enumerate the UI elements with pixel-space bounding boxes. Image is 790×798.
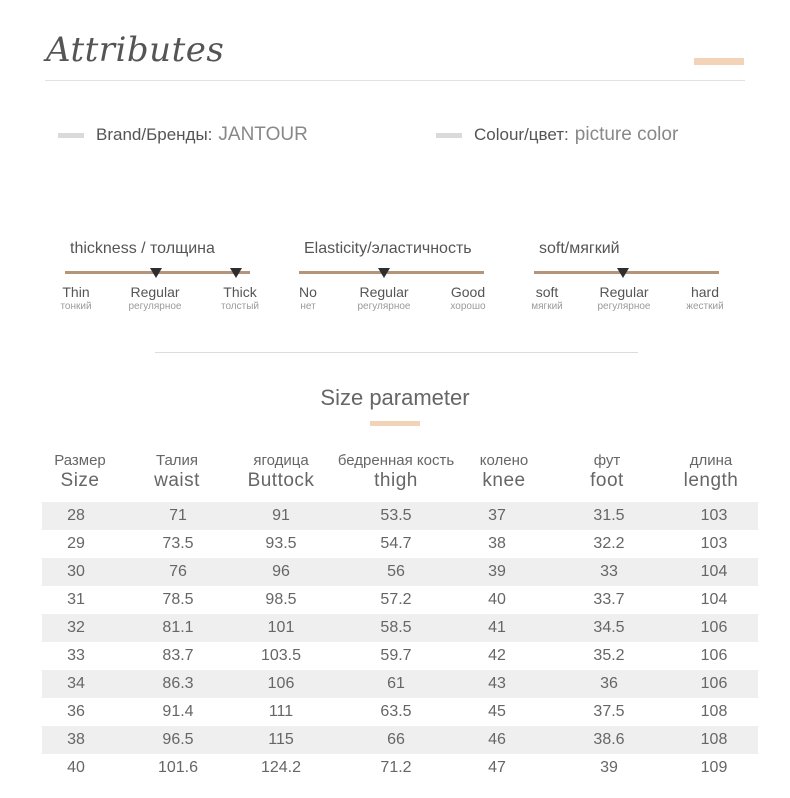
cell-size: 34: [67, 675, 85, 692]
cell-thigh: 66: [387, 731, 405, 748]
size-table-header: [42, 452, 758, 496]
thickness-label-regular: Regular регулярное: [128, 284, 182, 312]
cell-knee: 42: [488, 647, 506, 664]
cell-length: 106: [700, 647, 728, 664]
cell-thigh: 57.2: [380, 591, 412, 608]
cell-size: 29: [67, 535, 85, 552]
cell-length: 108: [700, 731, 728, 748]
header-divider: [45, 80, 745, 81]
column-header-waist: Талия waist: [154, 452, 200, 491]
cell-thigh: 59.7: [380, 647, 412, 664]
elasticity-label-regular: Regular регулярное: [357, 284, 411, 312]
elasticity-label-good: Good хорошо: [450, 284, 486, 312]
table-row: [42, 642, 758, 670]
cell-knee: 37: [488, 507, 506, 524]
cell-knee: 38: [488, 535, 506, 552]
elasticity-label-no: No нет: [299, 284, 317, 312]
cell-thigh: 54.7: [380, 535, 412, 552]
cell-thigh: 53.5: [380, 507, 412, 524]
cell-length: 106: [700, 619, 728, 636]
table-row: [42, 502, 758, 530]
cell-size: 30: [67, 563, 85, 580]
cell-buttock: 111: [268, 703, 294, 720]
cell-waist: 73.5: [162, 535, 194, 552]
cell-buttock: 124.2: [260, 759, 302, 776]
column-header-knee: колено knee: [479, 452, 529, 491]
cell-thigh: 56: [387, 563, 405, 580]
cell-foot: 36: [600, 675, 618, 692]
cell-waist: 78.5: [162, 591, 194, 608]
cell-waist: 71: [169, 507, 187, 524]
cell-waist: 76: [169, 563, 187, 580]
cell-thigh: 63.5: [380, 703, 412, 720]
cell-length: 103: [700, 507, 728, 524]
table-row: [42, 754, 758, 782]
thickness-marker-thick: [230, 268, 242, 278]
thickness-marker-regular: [150, 268, 162, 278]
cell-size: 31: [67, 591, 85, 608]
table-row: [42, 530, 758, 558]
cell-length: 104: [700, 563, 728, 580]
cell-foot: 33: [600, 563, 618, 580]
cell-knee: 46: [488, 731, 506, 748]
cell-length: 104: [700, 591, 728, 608]
cell-buttock: 115: [268, 731, 294, 748]
thickness-scale-title: thickness / толщина: [70, 240, 215, 257]
cell-thigh: 71.2: [380, 759, 412, 776]
colour-value: picture color: [574, 124, 679, 145]
cell-foot: 38.6: [593, 731, 625, 748]
softness-marker-regular: [617, 268, 629, 278]
colour-label: Colour/цвет:: [474, 125, 569, 144]
cell-foot: 37.5: [593, 703, 625, 720]
cell-foot: 32.2: [593, 535, 625, 552]
softness-label-regular: Regular регулярное: [597, 284, 651, 312]
column-header-foot: фут foot: [590, 452, 624, 491]
softness-label-hard: hard жесткий: [686, 284, 724, 312]
cell-buttock: 106: [267, 675, 295, 692]
cell-length: 109: [700, 759, 728, 776]
cell-foot: 39: [600, 759, 618, 776]
cell-waist: 101.6: [157, 759, 199, 776]
cell-knee: 39: [488, 563, 506, 580]
cell-size: 33: [67, 647, 85, 664]
cell-size: 36: [67, 703, 85, 720]
column-header-thigh: бедренная кость thigh: [337, 452, 455, 491]
cell-knee: 47: [488, 759, 506, 776]
cell-size: 32: [67, 619, 85, 636]
cell-waist: 96.5: [162, 731, 194, 748]
column-header-length: длина length: [683, 452, 739, 491]
brand-info: [58, 122, 308, 148]
title-accent-bar: [694, 58, 744, 65]
cell-knee: 40: [488, 591, 506, 608]
cell-thigh: 61: [387, 675, 405, 692]
cell-size: 28: [67, 507, 85, 524]
brand-label: Brand/Бренды:: [96, 125, 213, 144]
cell-size: 38: [67, 731, 85, 748]
cell-length: 108: [700, 703, 728, 720]
cell-buttock: 98.5: [265, 591, 297, 608]
section-divider: [155, 352, 638, 353]
brand-value: JANTOUR: [218, 124, 308, 145]
cell-foot: 33.7: [593, 591, 625, 608]
size-section-accent-bar: [370, 421, 420, 426]
colour-dash: [436, 133, 462, 138]
cell-buttock: 93.5: [265, 535, 297, 552]
cell-foot: 34.5: [593, 619, 625, 636]
cell-length: 106: [700, 675, 728, 692]
elasticity-scale-title: Elasticity/эластичность: [304, 240, 472, 257]
elasticity-marker-regular: [378, 268, 390, 278]
softness-label-soft: soft мягкий: [531, 284, 563, 312]
cell-knee: 43: [488, 675, 506, 692]
cell-knee: 45: [488, 703, 506, 720]
cell-foot: 35.2: [593, 647, 625, 664]
cell-foot: 31.5: [593, 507, 625, 524]
cell-waist: 91.4: [162, 703, 194, 720]
cell-length: 103: [700, 535, 728, 552]
table-row: [42, 670, 758, 698]
cell-knee: 41: [488, 619, 506, 636]
thickness-label-thick: Thick толстый: [221, 284, 259, 312]
colour-info: [436, 122, 678, 148]
thickness-label-thin: Thin тонкий: [60, 284, 92, 312]
table-row: [42, 698, 758, 726]
table-row: [42, 614, 758, 642]
cell-buttock: 103.5: [260, 647, 302, 664]
table-row: [42, 558, 758, 586]
brand-dash: [58, 133, 84, 138]
cell-waist: 86.3: [162, 675, 194, 692]
cell-size: 40: [67, 759, 85, 776]
table-row: [42, 586, 758, 614]
cell-waist: 81.1: [162, 619, 194, 636]
cell-thigh: 58.5: [380, 619, 412, 636]
softness-scale-title: soft/мягкий: [539, 240, 620, 257]
table-row: [42, 726, 758, 754]
elasticity-scale-line: [299, 271, 484, 274]
cell-buttock: 101: [267, 619, 295, 636]
size-table-body: [42, 502, 758, 782]
column-header-size: Размер Size: [54, 452, 106, 491]
page-title: Attributes: [46, 30, 225, 70]
size-section-title: Size parameter: [320, 385, 470, 410]
column-header-buttock: ягодица Buttock: [247, 452, 315, 491]
cell-buttock: 96: [272, 563, 290, 580]
cell-waist: 83.7: [162, 647, 194, 664]
cell-buttock: 91: [272, 507, 290, 524]
